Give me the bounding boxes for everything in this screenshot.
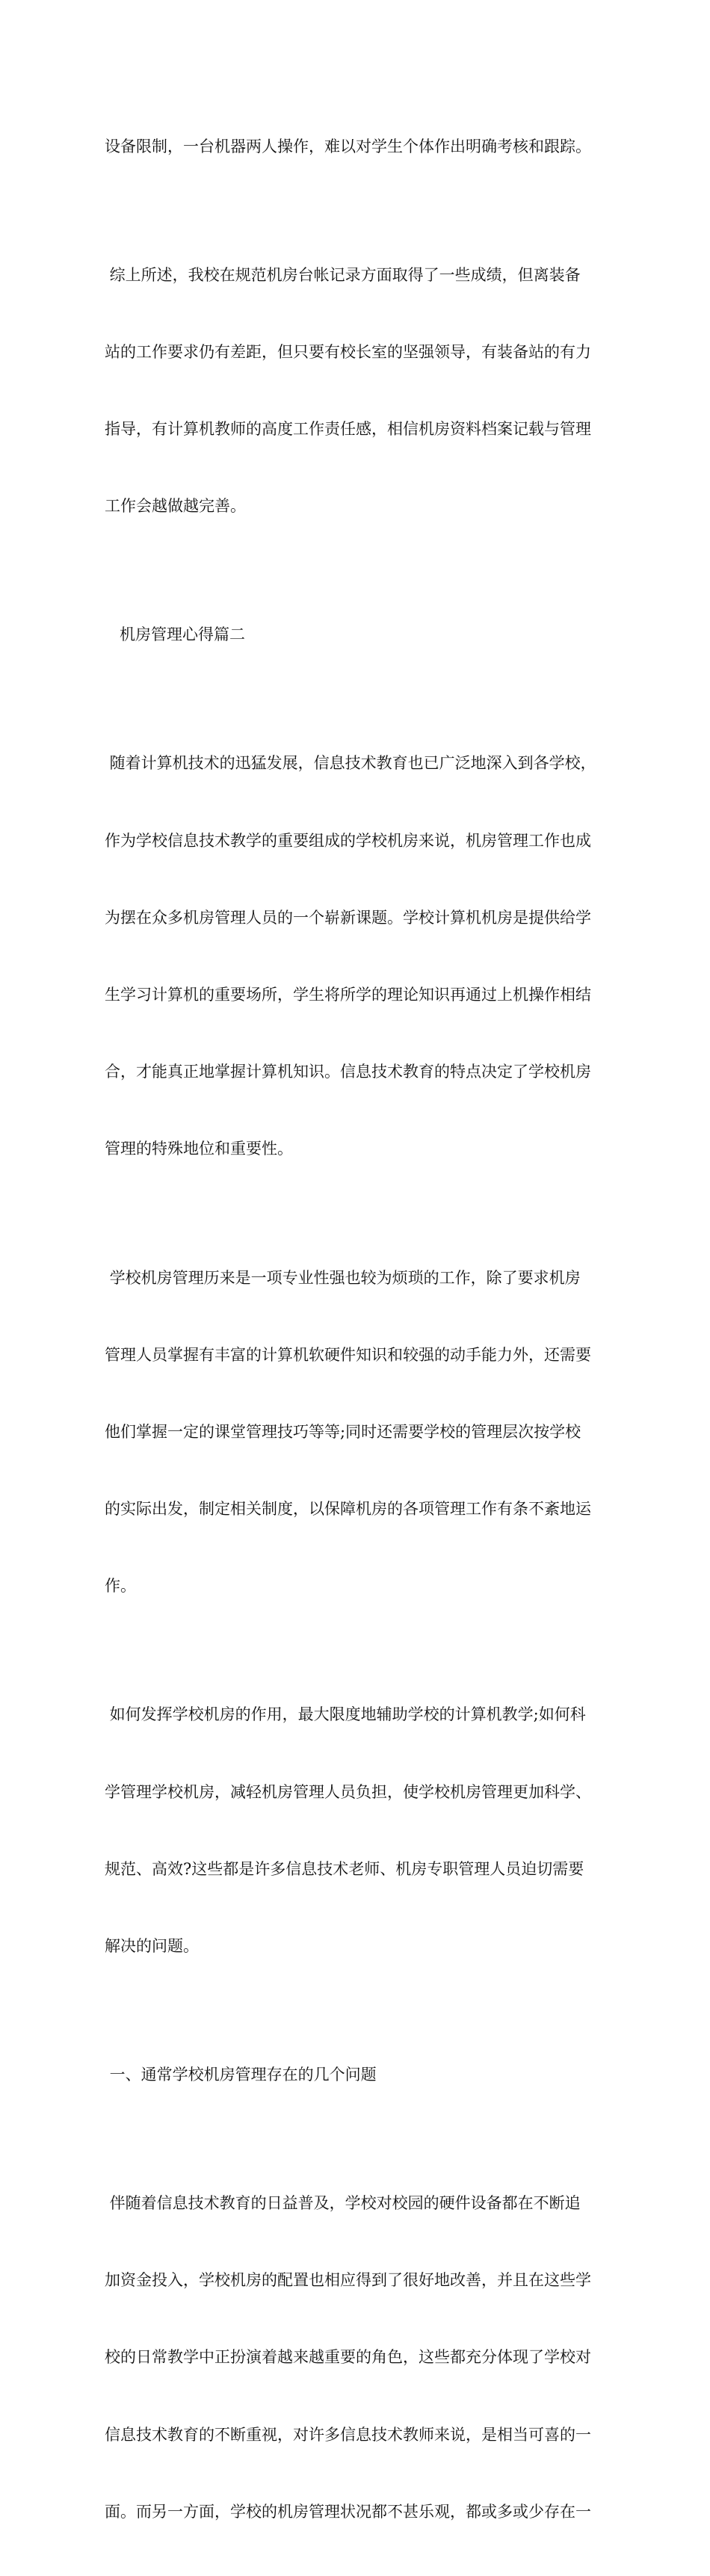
paragraph-questions (105, 1651, 620, 2011)
text-line: 管理的特殊地位和重要性。 (105, 1140, 293, 1158)
text-line: 综上所述，我校在规范机房台帐记录方面取得了一些成绩，但离装备 (105, 265, 581, 284)
section-heading: 一、通常学校机房管理存在的几个问题 (105, 2065, 377, 2084)
text-line: 生学习计算机的重要场所，学生将所学的理论知识再通过上机操作相结 (105, 986, 591, 1004)
text-line: 作。 (105, 1577, 136, 1596)
text-line: 作为学校信息技术教学的重要组成的学校机房来说，机房管理工作也成 (105, 831, 591, 850)
paragraph-investment (105, 2139, 620, 2576)
text-line: 站的工作要求仍有差距，但只要有校长室的坚强领导，有装备站的有力 (105, 343, 591, 362)
paragraph-intro (105, 699, 620, 1214)
text-line: 他们掌握一定的课堂管理技巧等等;同时还需要学校的管理层次按学校 (105, 1422, 581, 1441)
paragraph-equipment-limit (105, 82, 620, 211)
text-line: 如何发挥学校机房的作用，最大限度地辅助学校的计算机教学;如何科 (105, 1705, 586, 1724)
text-line: 学管理学校机房，减轻机房管理人员负担，使学校机房管理更加科学、 (105, 1782, 591, 1801)
text-line: 合，才能真正地掌握计算机知识。信息技术教育的特点决定了学校机房 (105, 1063, 591, 1081)
text-line: 管理人员掌握有丰富的计算机软硬件知识和较强的动手能力外，还需要 (105, 1345, 591, 1364)
text-line: 的实际出发，制定相关制度，以保障机房的各项管理工作有条不紊地运 (105, 1500, 591, 1519)
text-line: 规范、高效?这些都是许多信息技术老师、机房专职管理人员迫切需要 (105, 1859, 584, 1878)
section-heading-part-two (105, 571, 620, 699)
text-line: 指导，有计算机教师的高度工作责任感，相信机房资料档案记载与管理 (105, 420, 591, 439)
text-line: 为摆在众多机房管理人员的一个崭新课题。学校计算机机房是提供给学 (105, 908, 591, 927)
text-line: 工作会越做越完善。 (105, 497, 246, 516)
text-line: 信息技术教育的不断重视，对许多信息技术教师来说，是相当可喜的一 (105, 2425, 591, 2444)
paragraph-summary (105, 211, 620, 571)
paragraph-management-work (105, 1214, 620, 1651)
text-line: 学校机房管理历来是一项专业性强也较为烦琐的工作，除了要求机房 (105, 1268, 581, 1287)
section-heading: 机房管理心得篇二 (105, 626, 246, 644)
text-line: 面。而另一方面，学校的机房管理状况都不甚乐观，都或多或少存在一 (105, 2502, 591, 2521)
text-line: 解决的问题。 (105, 1936, 199, 1955)
text-line: 校的日常教学中正扮演着越来越重要的角色，这些都充分体现了学校对 (105, 2348, 591, 2367)
text-line: 伴随着信息技术教育的日益普及，学校对校园的硬件设备都在不断追 (105, 2193, 581, 2212)
document-page (105, 82, 620, 2576)
text-line: 随着计算机技术的迅猛发展，信息技术教育也已广泛地深入到各学校， (105, 754, 596, 773)
text-line: 设备限制，一台机器两人操作，难以对学生个体作出明确考核和跟踪。 (105, 137, 591, 155)
text-line: 加资金投入，学校机房的配置也相应得到了很好地改善，并且在这些学 (105, 2271, 591, 2290)
heading-common-problems (105, 2010, 620, 2139)
